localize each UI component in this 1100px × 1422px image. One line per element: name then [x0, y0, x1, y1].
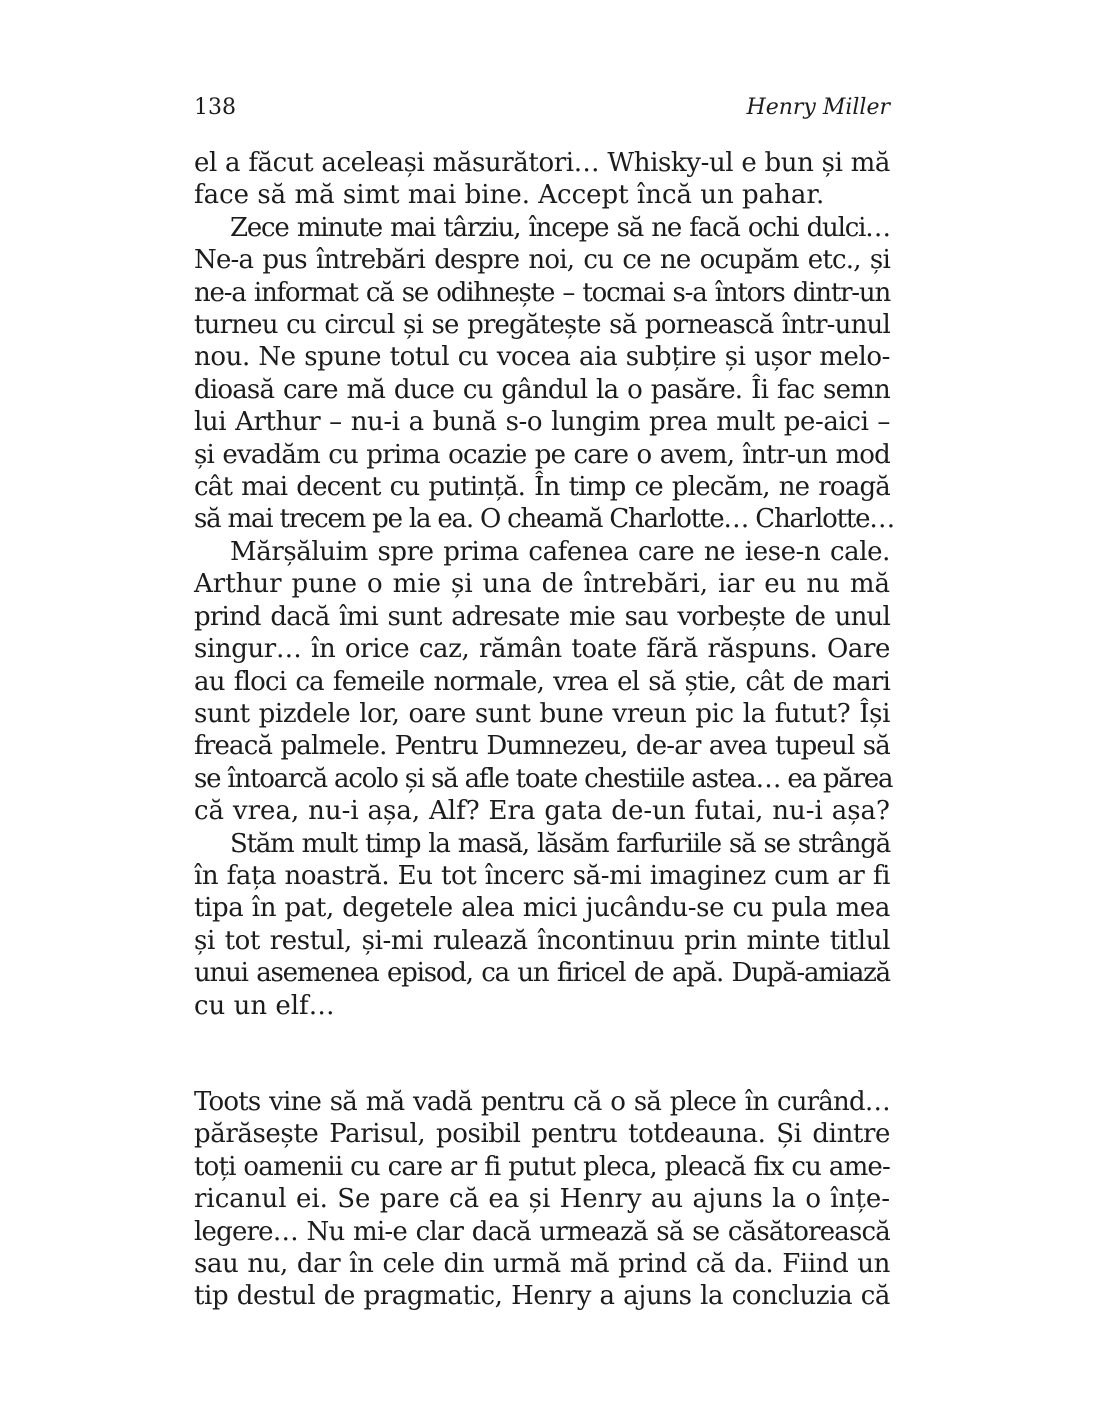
- text-line: au floci ca femeile normale, vrea el să știe, cât de mari: [194, 666, 890, 697]
- text-line: lui Arthur – nu-i a bună s-o lungim prea mult pe-aici –: [194, 407, 890, 438]
- text-line: că vrea, nu-i așa, Alf? Era gata de-un futai, nu-i așa?: [194, 796, 890, 827]
- text-line: Mărșăluim spre prima cafenea care ne iese-n cale.: [230, 536, 890, 567]
- text-line: legere… Nu mi-e clar dacă urmează să se căsătorească: [194, 1216, 890, 1247]
- text-line: se întoarcă acolo și să afle toate chestiile astea… ea părea: [194, 763, 893, 794]
- text-line: prind dacă îmi sunt adresate mie sau vorbește de unul: [194, 601, 890, 632]
- text-line: Arthur pune o mie și una de întrebări, iar eu nu mă: [194, 569, 890, 600]
- text-line: Ne-a pus întrebări despre noi, cu ce ne ocupăm etc., și: [194, 245, 890, 276]
- text-line: sau nu, dar în cele din urmă mă prind că da. Fiind un: [194, 1249, 890, 1279]
- paragraph: [194, 147, 890, 212]
- book-page: [194, 92, 895, 1313]
- text-line: să mai trecem pe la ea. O cheamă Charlotte… Charlotte…: [194, 504, 895, 535]
- text-line: Stăm mult timp la masă, lăsăm farfuriile să se strângă: [230, 828, 890, 859]
- body-text: [194, 147, 895, 1313]
- text-line: ricanul ei. Se pare că ea și Henry au ajuns la o înțe-: [194, 1184, 890, 1215]
- text-line: Zece minute mai târziu, începe să ne facă ochi dulci…: [230, 212, 890, 243]
- running-header: [194, 92, 890, 124]
- text-line: face să mă simt mai bine. Accept încă un pahar.: [194, 180, 825, 211]
- text-line: Toots vine să mă vadă pentru că o să plece în curând…: [194, 1086, 890, 1117]
- paragraph: [194, 212, 895, 536]
- text-line: tipa în pat, degetele alea mici jucându-se cu pula mea: [194, 893, 890, 924]
- paragraph: [194, 1086, 890, 1313]
- text-line: toți oamenii cu care ar fi putut pleca, pleacă fix cu ame-: [194, 1151, 890, 1182]
- text-line: cu un elf…: [194, 990, 335, 1021]
- text-line: sunt pizdele lor, oare sunt bune vreun pic la futut? Își: [194, 698, 890, 729]
- text-line: în fața noastră. Eu tot încerc să-mi imaginez cum ar fi: [194, 860, 890, 891]
- text-line: el a făcut aceleași măsurători… Whisky-ul e bun și mă: [194, 148, 890, 178]
- text-line: și tot restul, și-mi rulează încontinuu prin minte titlul: [194, 925, 890, 956]
- text-line: părăsește Parisul, posibil pentru totdeauna. Și dintre: [194, 1119, 890, 1150]
- page-number: 138: [194, 95, 236, 120]
- text-line: freacă palmele. Pentru Dumnezeu, de-ar avea tupeul să: [194, 731, 890, 762]
- text-line: tip destul de pragmatic, Henry a ajuns la concluzia că: [194, 1281, 890, 1312]
- text-line: turneu cu circul și se pregătește să pornească într-unul: [194, 310, 890, 341]
- paragraph: [194, 536, 893, 828]
- text-line: și evadăm cu prima ocazie pe care o avem, într-un mod: [194, 439, 890, 470]
- section-break: [194, 1022, 890, 1086]
- text-line: unui asemenea episod, ca un firicel de apă. După-amiază: [194, 958, 890, 989]
- text-line: dioasă care mă duce cu gândul la o pasăre. Îi fac semn: [194, 374, 890, 405]
- text-line: ne-a informat că se odihnește – tocmai s-a întors dintr-un: [194, 277, 890, 308]
- running-head-author: Henry Miller: [746, 95, 890, 120]
- text-line: nou. Ne spune totul cu vocea aia subțire și ușor melo-: [194, 342, 890, 373]
- text-line: cât mai decent cu putință. În timp ce plecăm, ne roagă: [194, 472, 890, 503]
- paragraph: [194, 828, 890, 1022]
- text-line: singur… în orice caz, rămân toate fără răspuns. Oare: [194, 634, 890, 665]
